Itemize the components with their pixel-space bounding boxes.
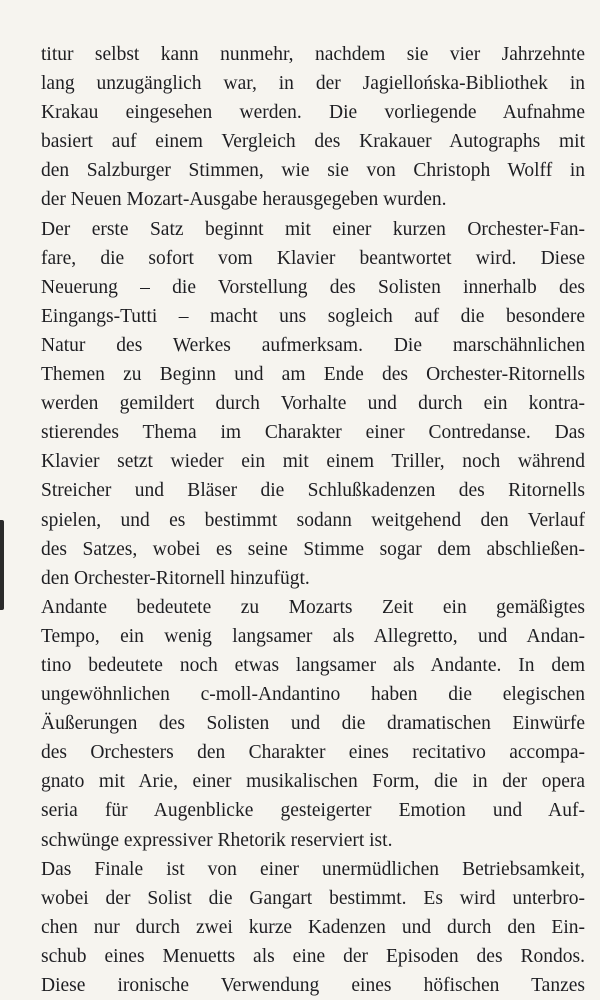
paragraph [41, 40, 585, 215]
text-line: Der erste Satz beginnt mit einer kurzen Orchester-Fan- [41, 218, 585, 240]
text-line: lang unzugänglich war, in der Jagiellońska-Bibliothek in [41, 73, 585, 95]
paragraph [41, 593, 585, 855]
text-line: spielen, und es bestimmt sodann weitgehend den Verlauf [41, 509, 585, 531]
text-line: fare, die sofort vom Klavier beantwortet wird. Diese [41, 247, 585, 269]
text-line: tino bedeutete noch etwas langsamer als Andante. In dem [41, 654, 585, 676]
paragraph [41, 855, 585, 1000]
text-line: Natur des Werkes aufmerksam. Die marschähnlichen [41, 334, 585, 356]
text-line: ungewöhnlichen c-moll-Andantino haben die elegischen [41, 684, 585, 706]
text-line: wobei der Solist die Gangart bestimmt. Es wird unterbro- [41, 887, 585, 909]
text-line: gnato mit Arie, einer musikalischen Form, die in der opera [41, 771, 585, 793]
text-line: schwünge expressiver Rhetorik reserviert ist. [41, 829, 393, 851]
page-edge-shadow [0, 520, 4, 610]
text-line: des Orchesters den Charakter eines recitativo accompa- [41, 742, 585, 764]
text-line: Äußerungen des Solisten und die dramatischen Einwürfe [41, 713, 585, 735]
text-line: Tempo, ein wenig langsamer als Allegretto, und Andan- [41, 625, 585, 647]
text-line: Diese ironische Verwendung eines höfischen Tanzes [41, 975, 585, 996]
text-line: Eingangs-Tutti – macht uns sogleich auf die besondere [41, 305, 585, 327]
text-line: seria für Augenblicke gesteigerter Emotion und Auf- [41, 800, 585, 822]
text-line: Streicher und Bläser die Schlußkadenzen des Ritornells [41, 480, 585, 502]
text-line: Krakau eingesehen werden. Die vorliegende Aufnahme [41, 102, 585, 124]
text-line: schub eines Menuetts als eine der Episoden des Rondos. [41, 945, 585, 967]
text-line: stierendes Thema im Charakter einer Contredanse. Das [41, 422, 585, 444]
document-page [41, 40, 585, 1000]
text-line: titur selbst kann nunmehr, nachdem sie vier Jahrzehnte [41, 44, 585, 65]
paragraph [41, 215, 585, 593]
text-line: Themen zu Beginn und am Ende des Orchester-Ritornells [41, 364, 585, 386]
text-line: des Satzes, wobei es seine Stimme sogar dem abschließen- [41, 538, 585, 560]
text-line: Das Finale ist von einer unermüdlichen Betriebsamkeit, [41, 858, 585, 880]
text-line: der Neuen Mozart-Ausgabe herausgegeben wurden. [41, 189, 447, 211]
text-line: Neuerung – die Vorstellung des Solisten innerhalb des [41, 276, 585, 298]
text-line: den Salzburger Stimmen, wie sie von Christoph Wolff in [41, 160, 585, 182]
text-line: chen nur durch zwei kurze Kadenzen und durch den Ein- [41, 916, 585, 938]
text-line: basiert auf einem Vergleich des Krakauer Autographs mit [41, 131, 585, 153]
text-line: werden gemildert durch Vorhalte und durch ein kontra- [41, 393, 585, 415]
text-line: Andante bedeutete zu Mozarts Zeit ein gemäßigtes [41, 596, 585, 618]
text-line: Klavier setzt wieder ein mit einem Triller, noch während [41, 451, 585, 473]
text-line: den Orchester-Ritornell hinzufügt. [41, 567, 310, 589]
